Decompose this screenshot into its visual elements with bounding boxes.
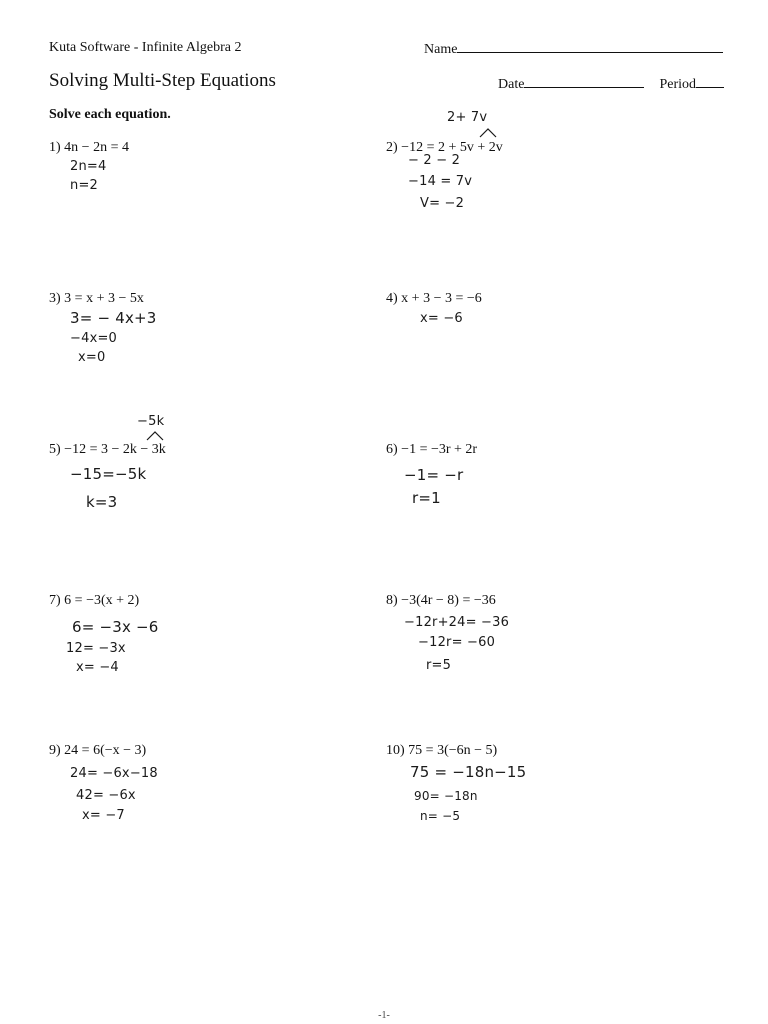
work-line: k=3 bbox=[86, 493, 118, 511]
problem-equation: x + 3 − 3 = −6 bbox=[401, 291, 482, 306]
work-line: − 2 − 2 bbox=[408, 153, 461, 168]
date-label: Date bbox=[498, 77, 525, 92]
problem-equation: 75 = 3(−6n − 5) bbox=[408, 743, 498, 758]
date-period-field bbox=[498, 75, 724, 93]
work-line: n=2 bbox=[70, 178, 99, 193]
work-line: 6= −3x −6 bbox=[72, 618, 159, 636]
problem-equation: −12 = 3 − 2k − 3k bbox=[64, 442, 166, 457]
work-line: x=0 bbox=[78, 350, 106, 365]
work-line: x= −7 bbox=[82, 808, 125, 823]
work-line: 3= − 4x+3 bbox=[70, 309, 157, 327]
worksheet-brand: Kuta Software - Infinite Algebra 2 bbox=[49, 40, 242, 55]
work-line: −14 = 7v bbox=[408, 174, 473, 189]
problem-number: 9) bbox=[49, 743, 61, 758]
problem-equation: 3 = x + 3 − 5x bbox=[64, 291, 144, 306]
problem-equation: 4n − 2n = 4 bbox=[64, 140, 129, 155]
work-line: 75 = −18n−15 bbox=[410, 763, 527, 781]
problem-number: 6) bbox=[386, 442, 398, 457]
problem-8 bbox=[386, 593, 496, 609]
period-label: Period bbox=[659, 77, 696, 92]
work-line: 90= −18n bbox=[414, 789, 478, 803]
problem-equation: −12 = 2 + 5v + 2v bbox=[401, 140, 503, 155]
work-line: 24= −6x−18 bbox=[70, 766, 158, 781]
problem-9 bbox=[49, 743, 146, 759]
problem-equation: 6 = −3(x + 2) bbox=[64, 593, 140, 608]
problem-3 bbox=[49, 291, 144, 307]
page-title: Solving Multi-Step Equations bbox=[49, 70, 276, 91]
problem-equation: −1 = −3r + 2r bbox=[401, 442, 478, 457]
work-annotation: −5k bbox=[137, 414, 165, 429]
problem-7 bbox=[49, 593, 139, 609]
problem-5 bbox=[49, 442, 166, 458]
problem-number: 7) bbox=[49, 593, 61, 608]
problem-10 bbox=[386, 743, 497, 759]
problem-number: 10) bbox=[386, 743, 405, 758]
problem-number: 4) bbox=[386, 291, 398, 306]
work-line: 2n=4 bbox=[70, 159, 107, 174]
work-line: x= −4 bbox=[76, 660, 119, 675]
problem-number: 8) bbox=[386, 593, 398, 608]
work-line: 42= −6x bbox=[76, 788, 136, 803]
name-label: Name bbox=[424, 42, 458, 57]
work-line: x= −6 bbox=[420, 311, 463, 326]
name-field bbox=[424, 40, 723, 58]
combine-caret-mark bbox=[145, 430, 165, 442]
work-line: −12r+24= −36 bbox=[404, 615, 510, 630]
problem-equation: 24 = 6(−x − 3) bbox=[64, 743, 147, 758]
problem-number: 5) bbox=[49, 442, 61, 457]
problem-number: 1) bbox=[49, 140, 61, 155]
combine-caret-mark bbox=[478, 127, 498, 139]
page-number: -1- bbox=[378, 1010, 390, 1021]
work-line: −15=−5k bbox=[70, 465, 147, 483]
problem-number: 2) bbox=[386, 140, 398, 155]
period-blank-line bbox=[696, 75, 724, 88]
work-line: −1= −r bbox=[404, 466, 464, 484]
name-blank-line bbox=[457, 40, 723, 53]
problem-4 bbox=[386, 291, 482, 307]
problem-1 bbox=[49, 140, 129, 156]
work-line: r=1 bbox=[412, 489, 441, 507]
work-line: −4x=0 bbox=[70, 331, 118, 346]
problem-number: 3) bbox=[49, 291, 61, 306]
work-line: V= −2 bbox=[420, 196, 465, 211]
problem-equation: −3(4r − 8) = −36 bbox=[401, 593, 496, 608]
work-line: r=5 bbox=[426, 658, 452, 673]
work-line: −12r= −60 bbox=[418, 635, 496, 650]
problem-6 bbox=[386, 442, 477, 458]
instructions: Solve each equation. bbox=[49, 107, 171, 122]
date-blank-line bbox=[524, 75, 644, 88]
work-line: 12= −3x bbox=[66, 641, 126, 656]
work-line: n= −5 bbox=[420, 809, 461, 823]
work-annotation: 2+ 7v bbox=[447, 110, 488, 125]
